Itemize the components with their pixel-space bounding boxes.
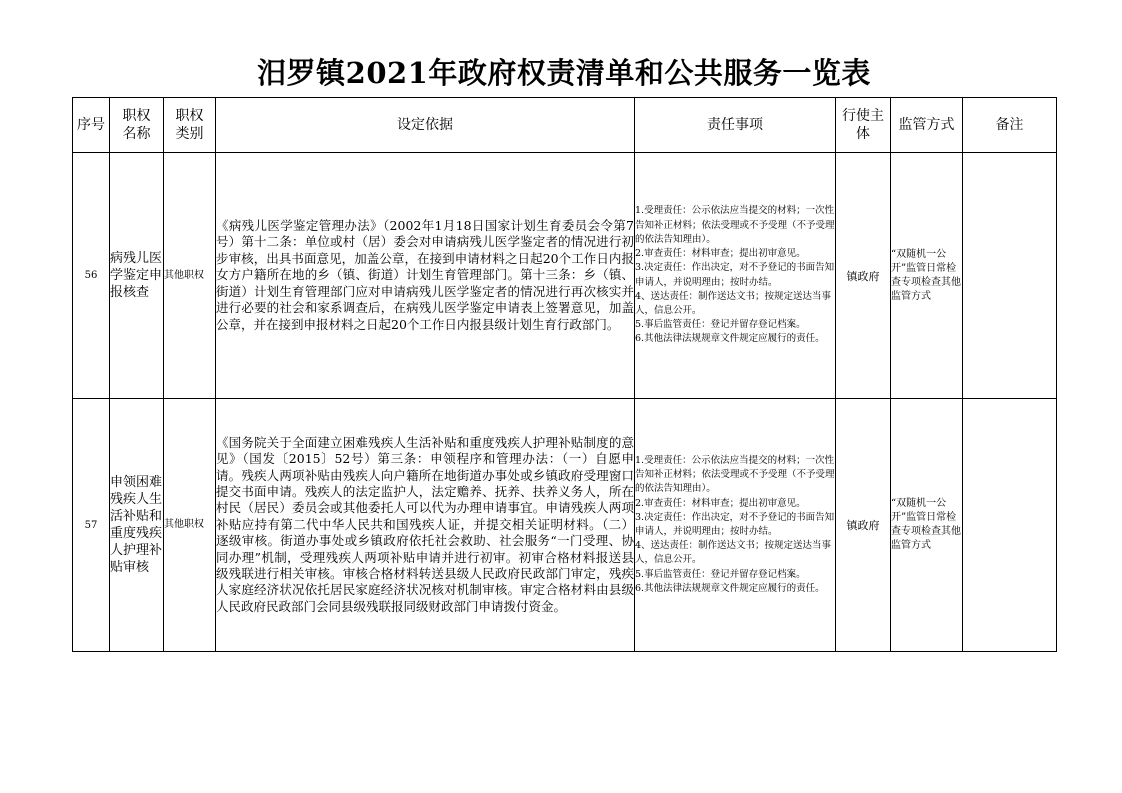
responsibility-item: 6.其他法律法规规章文件规定应履行的责任。 xyxy=(635,582,825,594)
responsibility-item: 2.审查责任：材料审查；提出初审意见。 xyxy=(635,248,806,260)
row-number: 56 xyxy=(73,153,110,399)
page-title: 汨罗镇2021年政府权责清单和公共服务一览表 xyxy=(257,56,871,90)
responsibility-item: 5.事后监管责任：登记并留存登记档案。 xyxy=(635,319,806,331)
header-type: 职权类别 xyxy=(164,98,216,153)
remark-cell xyxy=(963,153,1057,399)
row-number: 57 xyxy=(73,399,110,652)
header-subject: 行使主体 xyxy=(836,98,891,153)
responsibility-item: 2.审查责任：材料审查；提出初审意见。 xyxy=(635,497,806,509)
supervision-method: “双随机一公开”监管日常检查专项检查其他监管方式 xyxy=(891,153,963,399)
executing-subject: 镇政府 xyxy=(836,153,891,399)
responsibility-list xyxy=(635,153,836,399)
header-no: 序号 xyxy=(73,98,110,153)
remark-cell xyxy=(963,399,1057,652)
responsibility-item: 1.受理责任：公示依法应当提交的材料；一次性告知补正材料；依法受理或不予受理（不予受理的依法告知理由）。 xyxy=(635,205,835,245)
responsibility-item: 6.其他法律法规规章文件规定应履行的责任。 xyxy=(635,333,825,345)
legal-basis: 《国务院关于全面建立困难残疾人生活补贴和重度残疾人护理补贴制度的意见》（国发〔2015〕52号）第三条：申领程序和管理办法：（一）自愿申请。残疾人两项补贴由残疾人向户籍所在地街道办事处或乡镇政府受理窗口提交书面申请。残疾人的法定监护人，法定赡养、抚养、扶养义务人，所在村民（居民）委员会或其他委托人可以代为办理申请事宜。申请残疾人两项补贴应持有第二代中华人民共和国残疾人证，并提交相关证明材料。（二）逐级审核。街道办事处或乡镇政府依托社会救助、社会服务“一门受理、协同办理”机制，受理残疾人两项补贴申请并进行初审。初审合格材料报送县级残联进行相关审核。审核合格材料转送县级人民政府民政部门审定，残疾人家庭经济状况依托居民家庭经济状况核对机制审核。审定合格材料由县级人民政府民政部门会同县级残联报同级财政部门申请拨付资金。 xyxy=(216,399,635,652)
power-type: 其他职权 xyxy=(164,399,216,652)
supervision-method: “双随机一公开”监管日常检查专项检查其他监管方式 xyxy=(891,399,963,652)
power-name: 申领困难残疾人生活补贴和重度残疾人护理补贴审核 xyxy=(110,399,164,652)
responsibility-item: 5.事后监管责任：登记并留存登记档案。 xyxy=(635,568,806,580)
header-supervision: 监管方式 xyxy=(891,98,963,153)
power-name: 病残儿医学鉴定申报核查 xyxy=(110,153,164,399)
responsibility-item: 1.受理责任：公示依法应当提交的材料；一次性告知补正材料；依法受理或不予受理（不予受理的依法告知理由）。 xyxy=(635,454,835,495)
header-responsibility: 责任事项 xyxy=(635,98,836,153)
executing-subject: 镇政府 xyxy=(836,399,891,652)
power-list-table xyxy=(72,97,1057,652)
table-row xyxy=(73,399,1057,652)
responsibility-item: 4、送达责任：制作送达文书；按规定送达当事人，信息公开。 xyxy=(635,290,832,316)
header-basis: 设定依据 xyxy=(216,98,635,153)
table-header-row xyxy=(73,98,1057,153)
power-type: 其他职权 xyxy=(164,153,216,399)
legal-basis: 《病残儿医学鉴定管理办法》（2002年1月18日国家计划生育委员会令第7号）第十二条：单位或村（居）委会对申请病残儿医学鉴定者的情况进行初步审核，出具书面意见，加盖公章，在接到申请材料之日起20个工作日内报女方户籍所在地的乡（镇、街道）计划生育管理部门。第十三条：乡（镇、街道）计划生育管理部门应对申请病残儿医学鉴定者的情况进行再次核实并进行必要的社会和家系调查后，在病残儿医学鉴定申请表上签署意见，加盖公章，并在接到申报材料之日起20个工作日内报县级计划生育行政部门。 xyxy=(216,153,635,399)
responsibility-item: 4、送达责任：制作送达文书；按规定送达当事人，信息公开。 xyxy=(635,540,832,566)
responsibility-list xyxy=(635,399,836,652)
table-row xyxy=(73,153,1057,399)
responsibility-item: 3.决定责任：作出决定，对不予登记的书面告知申请人，并说明理由；按时办结。 xyxy=(635,262,835,288)
header-name: 职权名称 xyxy=(110,98,164,153)
responsibility-item: 3.决定责任：作出决定，对不予登记的书面告知申请人，并说明理由；按时办结。 xyxy=(635,511,835,537)
header-remark: 备注 xyxy=(963,98,1057,153)
